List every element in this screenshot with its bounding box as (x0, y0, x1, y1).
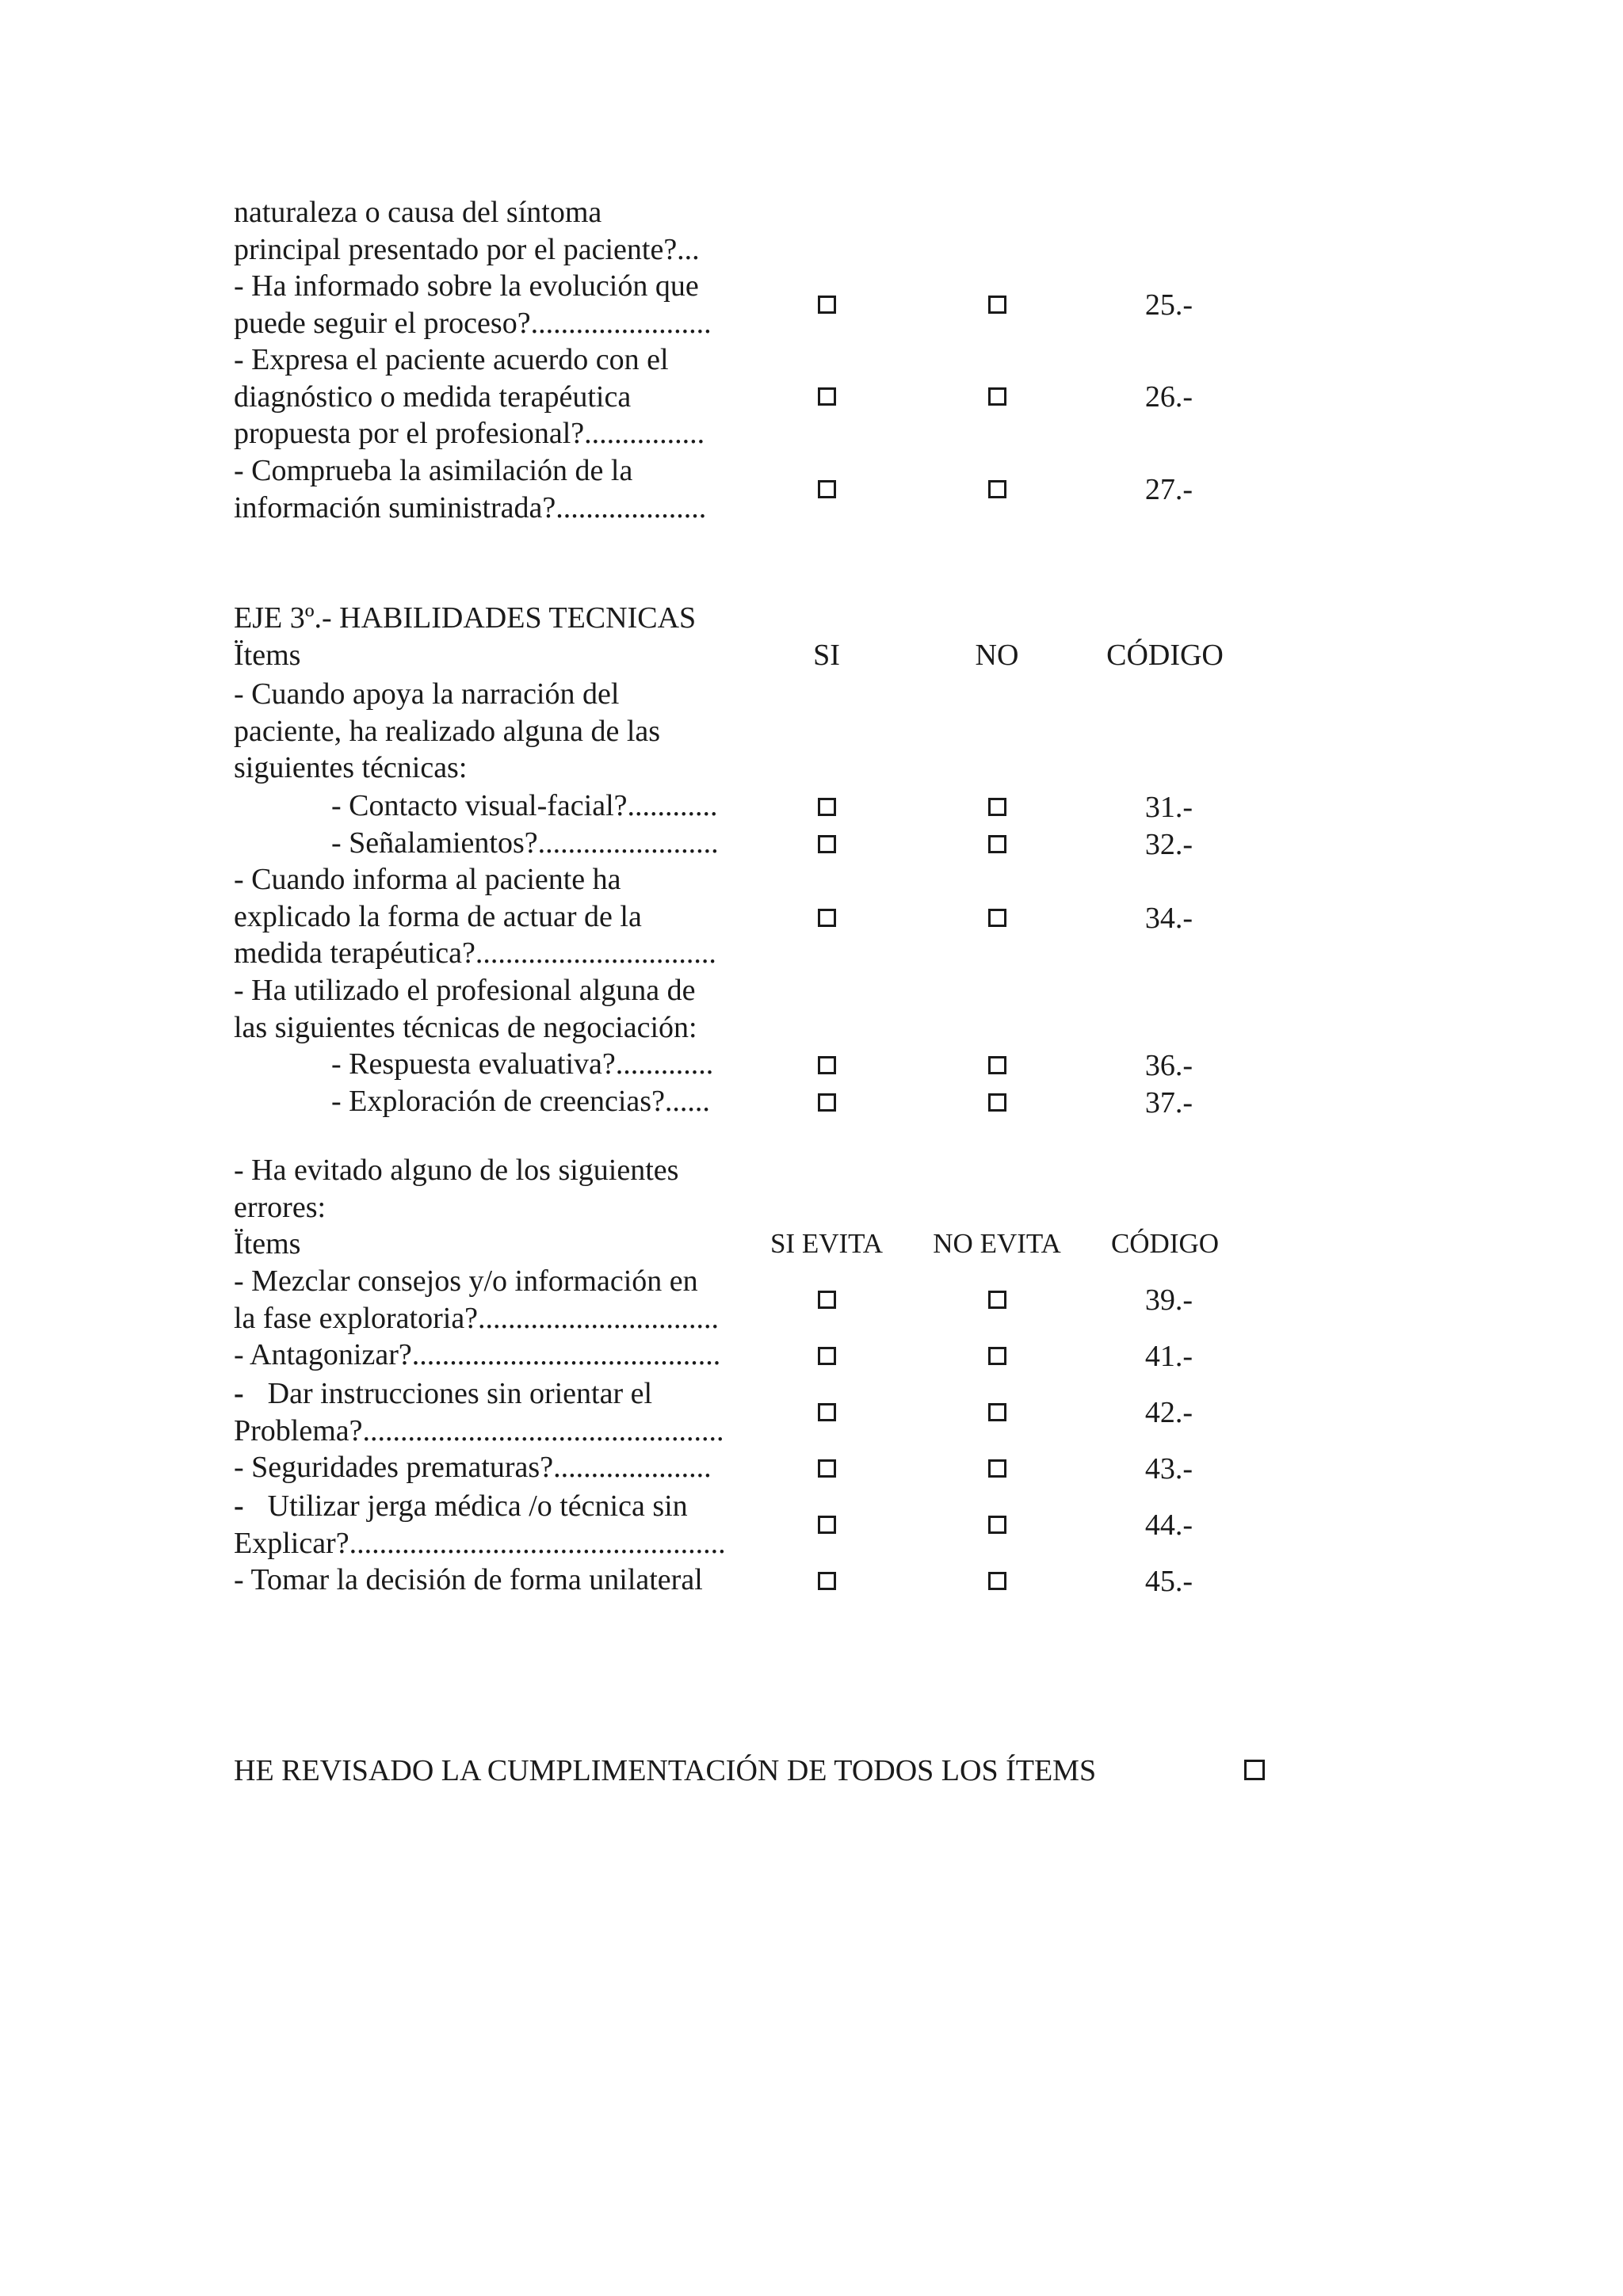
item-line: paciente, ha realizado alguna de las (234, 714, 661, 748)
col-header-codigo-errores: CÓDIGO (1110, 1228, 1220, 1259)
item-32-code: 32.- (1144, 828, 1193, 861)
item-line: - Ha utilizado el profesional alguna de (234, 974, 696, 1007)
item-39-no-checkbox[interactable] (988, 1291, 1006, 1309)
item-26-no-checkbox[interactable] (988, 387, 1006, 406)
question-narracion (234, 676, 741, 787)
item-44-code: 44.- (1144, 1508, 1193, 1542)
item-42-si-checkbox[interactable] (818, 1403, 836, 1421)
item-44-text (234, 1488, 741, 1562)
item-43-text (234, 1449, 741, 1486)
item-line: Problema?................................................ (234, 1413, 724, 1447)
item-45-no-checkbox[interactable] (988, 1572, 1006, 1590)
intro-line: principal presentado por el paciente?... (234, 232, 700, 266)
question-negociacion (234, 972, 741, 1046)
item-34-code: 34.- (1144, 902, 1193, 935)
item-32-no-checkbox[interactable] (988, 835, 1006, 853)
item-36-si-checkbox[interactable] (818, 1056, 836, 1074)
item-37-text (331, 1083, 838, 1120)
item-36-text (331, 1046, 838, 1083)
items-label-errores: Ïtems (234, 1227, 301, 1261)
item-44-no-checkbox[interactable] (988, 1516, 1006, 1534)
item-27-text (234, 452, 741, 526)
item-line: - Antagonizar?......................................... (234, 1338, 721, 1371)
item-line: Explicar?.................................................. (234, 1526, 726, 1560)
item-line: - Contacto visual-facial?............ (331, 789, 718, 822)
item-43-si-checkbox[interactable] (818, 1459, 836, 1478)
item-41-si-checkbox[interactable] (818, 1347, 836, 1365)
item-line: - Exploración de creencias?...... (331, 1085, 710, 1118)
item-39-text (234, 1263, 741, 1337)
section-title-eje3: EJE 3º.- HABILIDADES TECNICAS (234, 601, 697, 635)
item-45-code: 45.- (1144, 1565, 1193, 1598)
item-line: explicado la forma de actuar de la (234, 899, 642, 933)
item-line: - Seguridades prematuras?..................... (234, 1451, 712, 1484)
col-header-si: SI (813, 639, 840, 672)
item-43-no-checkbox[interactable] (988, 1459, 1006, 1478)
item-line: la fase exploratoria?................................ (234, 1301, 720, 1335)
item-34-text (234, 861, 741, 972)
item-36-code: 36.- (1144, 1049, 1193, 1082)
item-27-code: 27.- (1144, 473, 1193, 506)
item-line (234, 1375, 741, 1413)
col-header-no: NO (975, 639, 1019, 672)
item-line: - Cuando apoya la narración del (234, 677, 620, 711)
review-confirmation-checkbox[interactable] (1244, 1760, 1265, 1780)
intro-text (234, 194, 741, 268)
item-41-text (234, 1337, 741, 1374)
item-39-code: 39.- (1144, 1283, 1193, 1317)
item-line: puede seguir el proceso?........................ (234, 306, 712, 340)
item-31-si-checkbox[interactable] (818, 798, 836, 816)
item-37-no-checkbox[interactable] (988, 1093, 1006, 1112)
item-34-no-checkbox[interactable] (988, 909, 1006, 927)
col-header-codigo: CÓDIGO (1106, 639, 1224, 672)
item-43-code: 43.- (1144, 1452, 1193, 1486)
item-41-code: 41.- (1144, 1340, 1193, 1373)
item-line: - Señalamientos?........................ (331, 826, 719, 860)
item-line: - Ha informado sobre la evolución que (234, 269, 699, 303)
item-26-text (234, 341, 741, 452)
item-line: - Mezclar consejos y/o información en (234, 1264, 698, 1298)
item-line: diagnóstico o medida terapéutica (234, 379, 632, 414)
bullet-dash: - (234, 1377, 244, 1410)
bullet-dash: - (234, 1489, 244, 1523)
item-36-no-checkbox[interactable] (988, 1056, 1006, 1074)
item-26-code: 26.- (1144, 380, 1193, 414)
col-header-no-evita: NO EVITA (933, 1228, 1061, 1259)
item-27-no-checkbox[interactable] (988, 480, 1006, 498)
item-41-no-checkbox[interactable] (988, 1347, 1006, 1365)
item-line-text: Utilizar jerga médica /o técnica sin (267, 1489, 688, 1523)
item-line-text: Dar instrucciones sin orientar el (267, 1377, 653, 1410)
item-31-code: 31.- (1144, 791, 1193, 824)
items-label: Ïtems (234, 639, 301, 672)
item-line: - Ha evitado alguno de los siguientes (234, 1154, 679, 1187)
item-line: - Expresa el paciente acuerdo con el (234, 343, 669, 376)
col-header-si-evita: SI EVITA (769, 1228, 884, 1259)
item-32-si-checkbox[interactable] (818, 835, 836, 853)
item-32-text (331, 825, 838, 862)
item-27-si-checkbox[interactable] (818, 480, 836, 498)
item-37-code: 37.- (1144, 1086, 1193, 1119)
item-line: - Tomar la decisión de forma unilateral (234, 1563, 703, 1596)
item-line: información suministrada?.................... (234, 490, 707, 524)
item-26-si-checkbox[interactable] (818, 387, 836, 406)
review-confirmation-text: HE REVISADO LA CUMPLIMENTACIÓN DE TODOS LOS ÍTEMS (234, 1754, 1097, 1787)
item-42-code: 42.- (1144, 1396, 1193, 1429)
item-44-si-checkbox[interactable] (818, 1516, 836, 1534)
item-34-si-checkbox[interactable] (818, 909, 836, 927)
item-45-si-checkbox[interactable] (818, 1572, 836, 1590)
item-line: las siguientes técnicas de negociación: (234, 1010, 697, 1044)
item-42-no-checkbox[interactable] (988, 1403, 1006, 1421)
item-42-text (234, 1375, 741, 1449)
item-31-text (331, 788, 838, 825)
item-line: medida terapéutica?................................ (234, 936, 716, 970)
item-25-no-checkbox[interactable] (988, 296, 1006, 314)
item-line: - Respuesta evaluativa?............. (331, 1047, 714, 1081)
item-45-text (234, 1562, 741, 1599)
item-line: errores: (234, 1190, 327, 1224)
item-25-code: 25.- (1144, 288, 1193, 322)
item-31-no-checkbox[interactable] (988, 798, 1006, 816)
item-line (234, 1488, 741, 1525)
item-line: - Comprueba la asimilación de la (234, 454, 633, 487)
item-line: propuesta por el profesional?................ (234, 417, 705, 450)
item-line: siguientes técnicas: (234, 751, 468, 784)
item-25-text (234, 268, 741, 341)
item-37-si-checkbox[interactable] (818, 1093, 836, 1112)
intro-line: naturaleza o causa del síntoma (234, 196, 602, 229)
item-25-si-checkbox[interactable] (818, 296, 836, 314)
question-errores (234, 1152, 741, 1226)
item-39-si-checkbox[interactable] (818, 1291, 836, 1309)
item-line: - Cuando informa al paciente ha (234, 863, 621, 896)
